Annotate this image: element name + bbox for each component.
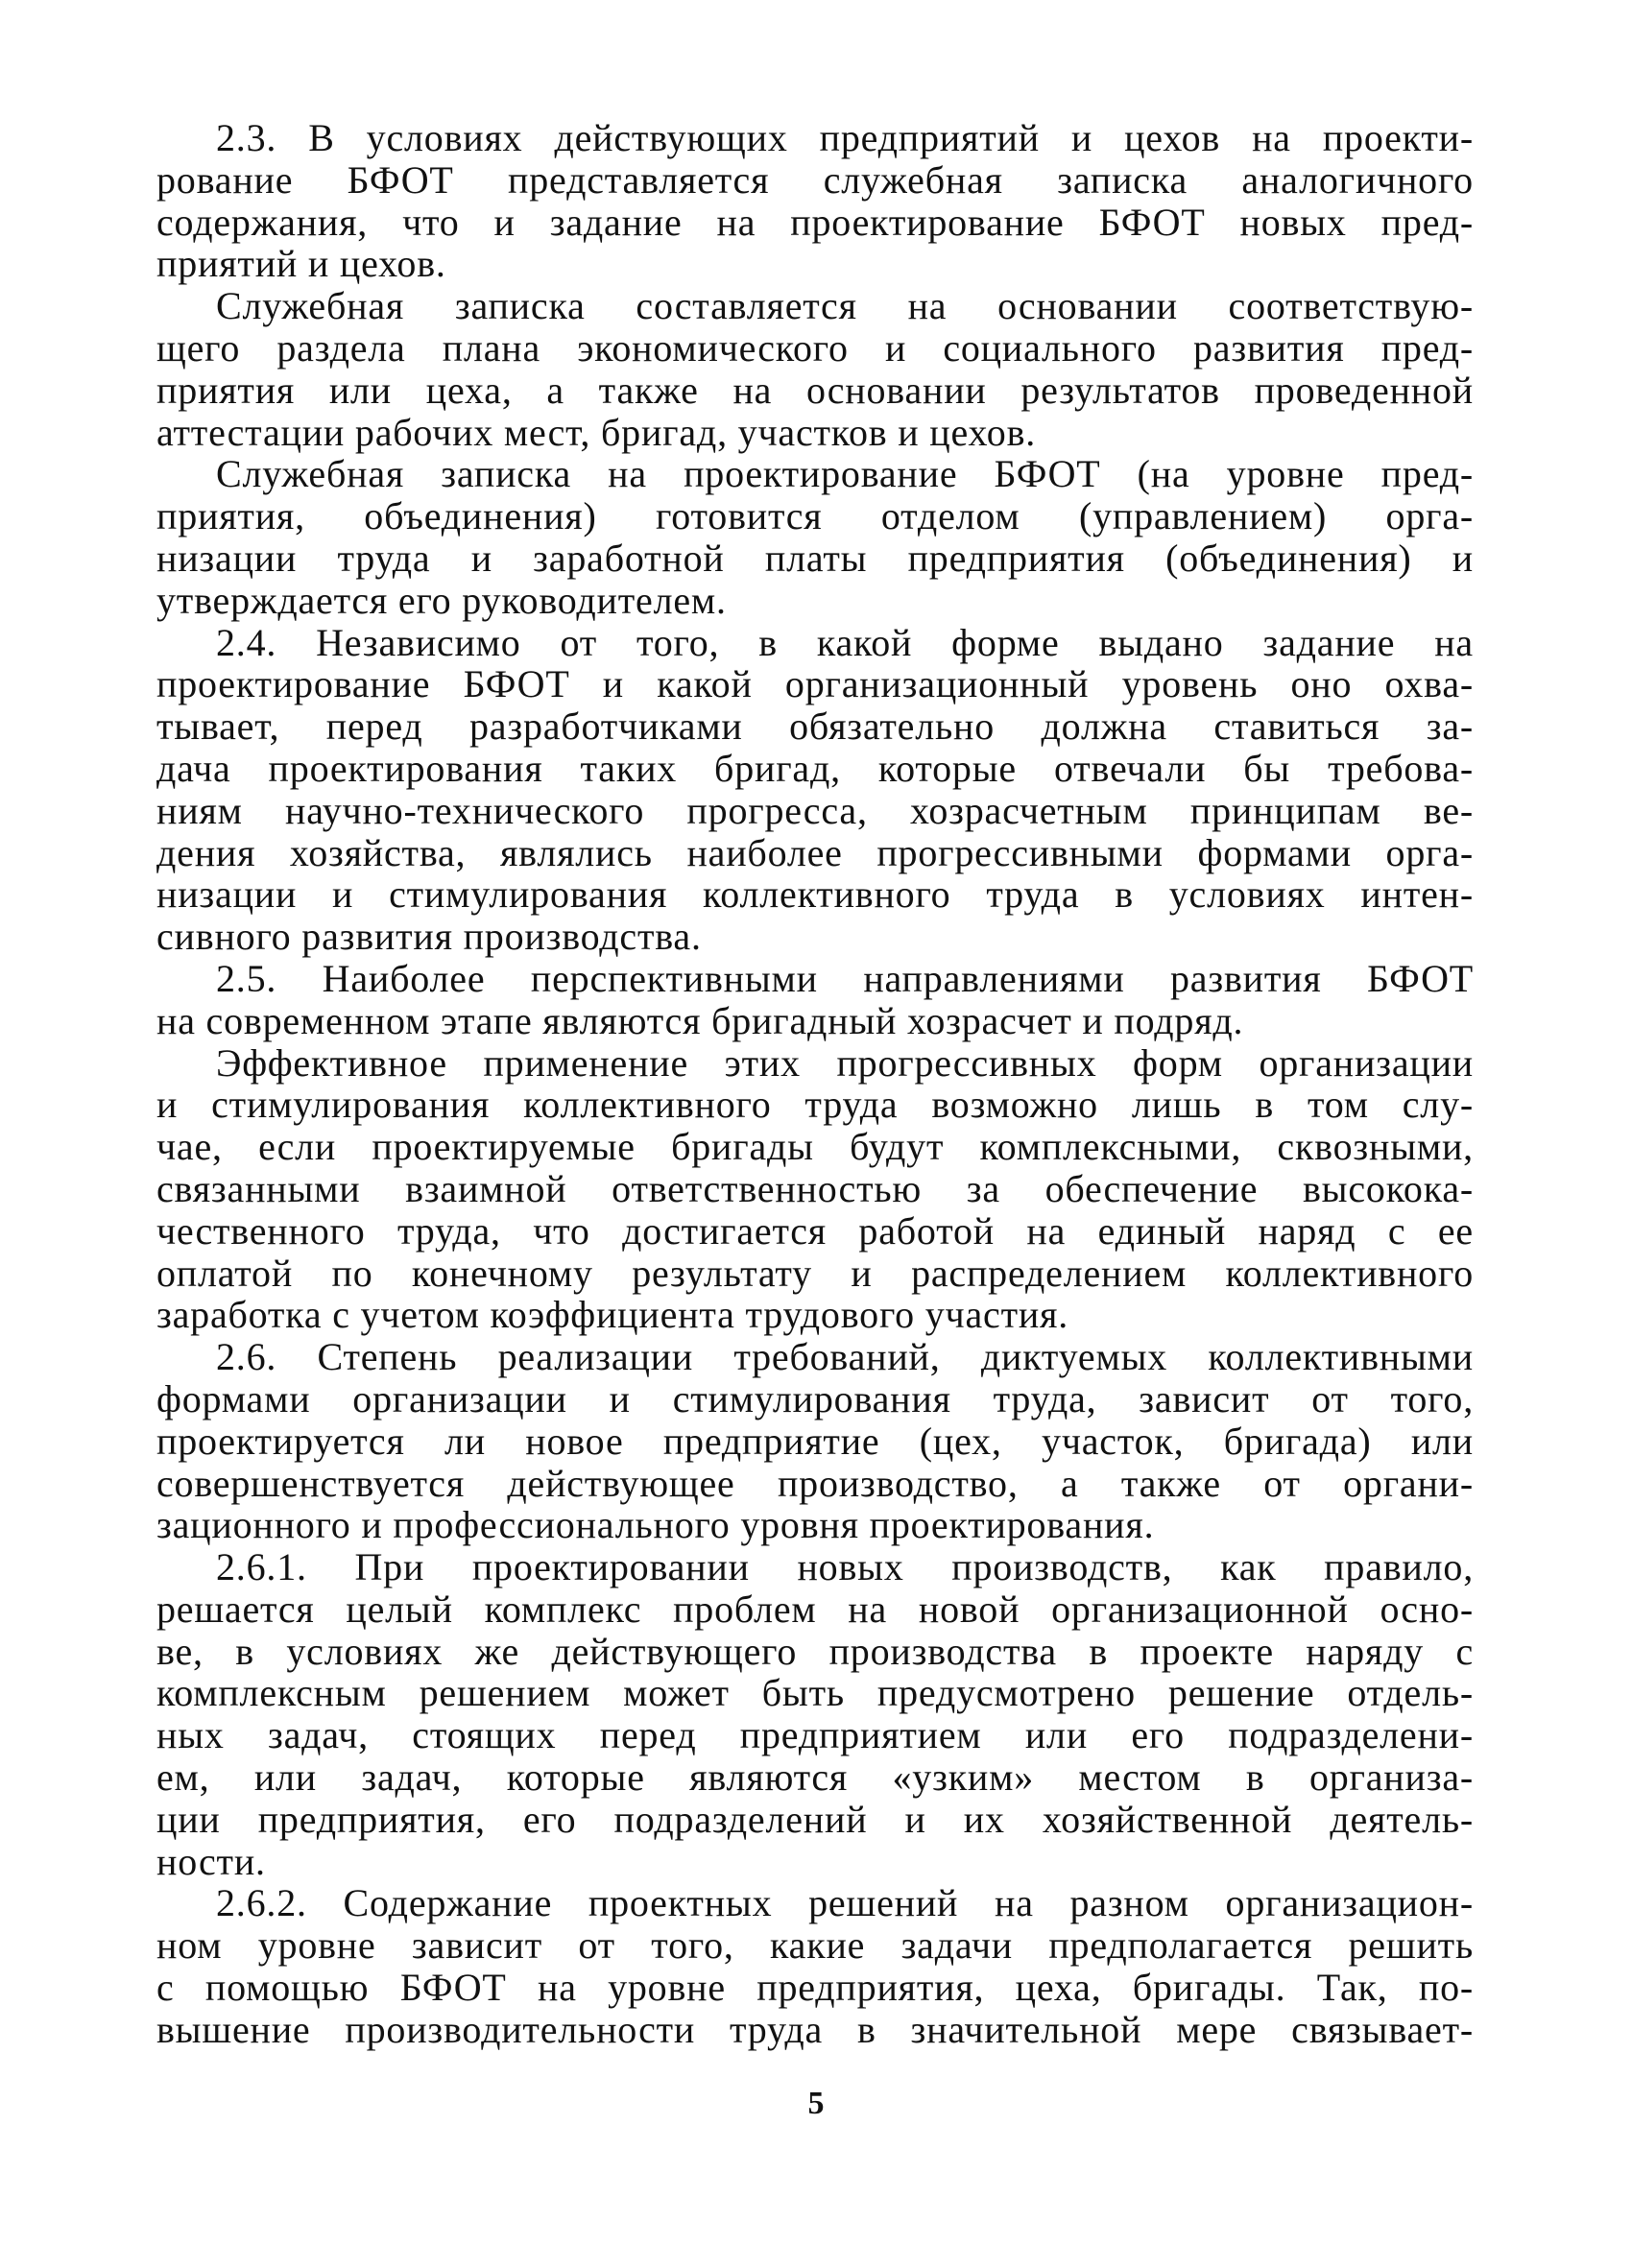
text-line: рование БФОТ представляется служебная записка аналогичного [156,157,1474,202]
text-line: ве, в условиях же действующего производства в проекте наряду с [156,1629,1474,1673]
text-line: утверждается его руководителем. [156,578,727,622]
text-line: и стимулирования коллективного труда возможно лишь в том слу- [156,1083,1474,1127]
text-line: 2.6.2. Содержание проектных решений на разном организацион- [216,1881,1474,1925]
text-line: аттестации рабочих мест, бригад, участков и цехов. [156,410,1037,454]
text-line: чественного труда, что достигается работой на единый наряд с ее [156,1208,1474,1253]
text-line: содержания, что и задание на проектирование БФОТ новых пред- [156,200,1474,244]
text-line: зационного и профессионального уровня проектирования. [156,1503,1155,1547]
text-line: 2.3. В условиях действующих предприятий и цехов на проекти- [216,116,1474,159]
text-line: 2.6. Степень реализации требований, диктуемых коллективными [216,1335,1474,1379]
text-line: на современном этапе являются бригадный хозрасчет и подряд. [156,998,1244,1042]
text-line: ных задач, стоящих перед предприятием или его подразделени- [156,1713,1474,1757]
text-line: чае, если проектируемые бригады будут комплексными, сквозными, [156,1125,1474,1169]
text-line: щего раздела плана экономического и социального развития пред- [156,325,1474,370]
text-line: ем, или задач, которые являются «узким» местом в организа- [156,1755,1474,1800]
text-line: сивного развития производства. [156,915,702,959]
page-number: 5 [807,2086,825,2121]
paragraph-p-2-6 [156,1336,1474,1546]
text-line: низации и стимулирования коллективного труда в условиях интен- [156,872,1474,917]
text-line: Служебная записка составляется на основании соответствую- [216,284,1474,328]
paragraph-p-2-6-1 [156,1546,1474,1882]
paragraph-p-2-4 [156,622,1474,958]
text-line: комплексным решением может быть предусмотрено решение отдель- [156,1671,1474,1715]
text-line: 2.4. Независимо от того, в какой форме выдано задание на [216,620,1474,664]
text-line: дача проектирования таких бригад, которые отвечали бы требова- [156,746,1474,790]
paragraph-p-memo-basis [156,285,1474,453]
text-line: формами организации и стимулирования труда, зависит от того, [156,1376,1474,1420]
text-line: ниям научно-технического прогресса, хозрасчетным принципам ве- [156,788,1474,832]
text-line: приятий и цехов. [156,242,446,286]
text-line: совершенствуется действующее производство, а также от органи- [156,1461,1474,1505]
text-line: дения хозяйства, являлись наиболее прогрессивными формами орга- [156,830,1474,874]
text-line: Служебная записка на проектирование БФОТ (на уровне пред- [216,452,1474,496]
text-line: заработка с учетом коэффициента трудового участия. [156,1293,1069,1337]
text-line: тывает, перед разработчиками обязательно должна ставиться за- [156,704,1474,749]
text-line: вышение производительности труда в значительной мере связывает- [156,2007,1474,2051]
text-line: с помощью БФОТ на уровне предприятия, цеха, бригады. Так, по- [156,1966,1474,2010]
text-line: приятия или цеха, а также на основании результатов проведенной [156,368,1474,412]
text-line: Эффективное применение этих прогрессивных форм организации [216,1040,1474,1085]
text-line: проектируется ли новое предприятие (цех, участок, бригада) или [156,1419,1474,1463]
paragraph-p-memo-prep [156,453,1474,621]
text-line: 2.6.1. При проектировании новых производств, как правило, [216,1545,1474,1589]
body-text [156,117,1474,2051]
text-line: низации труда и заработной платы предприятия (объединения) и [156,536,1474,580]
text-line: ности. [156,1839,266,1883]
paragraph-p-2-3 [156,117,1474,285]
text-line: 2.5. Наиболее перспективными направлениями развития БФОТ [216,956,1474,1000]
text-line: приятия, объединения) готовится отделом (управлением) орга- [156,494,1474,538]
text-line: решается целый комплекс проблем на новой организационной осно- [156,1587,1474,1631]
text-line: связанными взаимной ответственностью за обеспечение высокока- [156,1166,1474,1210]
text-line: проектирование БФОТ и какой организационный уровень оно охва- [156,662,1474,706]
text-line: оплатой по конечному результату и распределением коллективного [156,1251,1474,1295]
paragraph-p-2-5 [156,958,1474,1042]
text-line: ции предприятия, его подразделений и их хозяйственной деятель- [156,1797,1474,1841]
text-line: ном уровне зависит от того, какие задачи предполагается решить [156,1923,1474,1968]
paragraph-p-2-6-2 [156,1882,1474,2050]
paragraph-p-effective [156,1042,1474,1337]
